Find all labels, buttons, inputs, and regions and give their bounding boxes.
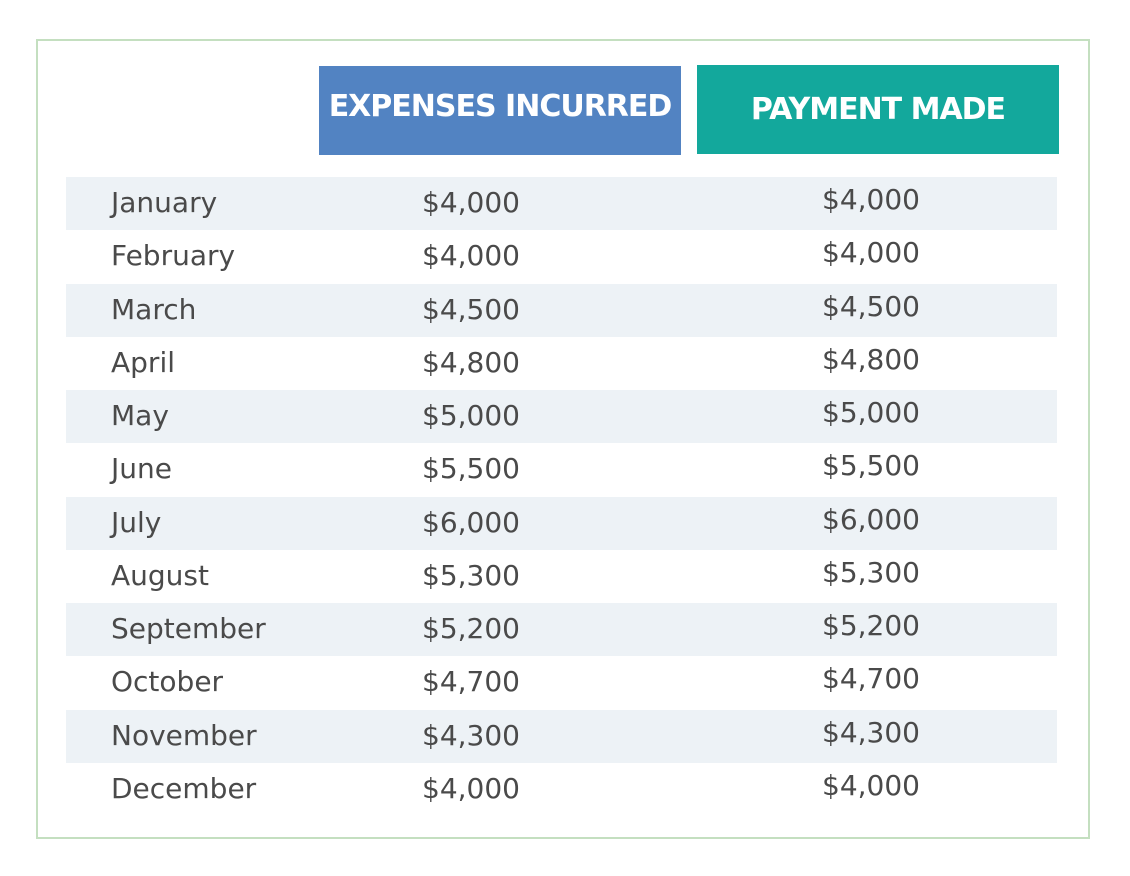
expenses-cell: $4,700 xyxy=(422,665,520,698)
expenses-cell: $6,000 xyxy=(422,506,520,539)
month-cell: August xyxy=(111,559,209,592)
table-row xyxy=(66,763,1057,816)
table-row xyxy=(66,230,1057,283)
table-row xyxy=(66,284,1057,337)
expenses-cell: $4,500 xyxy=(422,293,520,326)
expenses-cell: $5,500 xyxy=(422,452,520,485)
table-row xyxy=(66,390,1057,443)
payment-cell: $5,000 xyxy=(822,396,920,429)
expenses-cell: $4,300 xyxy=(422,719,520,752)
payment-cell: $4,700 xyxy=(822,662,920,695)
payment-cell: $6,000 xyxy=(822,503,920,536)
expenses-cell: $5,000 xyxy=(422,399,520,432)
table-row xyxy=(66,710,1057,763)
expenses-cell: $5,300 xyxy=(422,559,520,592)
month-cell: November xyxy=(111,719,257,752)
expenses-incurred-header xyxy=(319,66,681,155)
payment-cell: $4,300 xyxy=(822,716,920,749)
month-cell: February xyxy=(111,239,236,272)
table-row xyxy=(66,443,1057,496)
month-cell: June xyxy=(111,452,172,485)
payment-cell: $5,200 xyxy=(822,609,920,642)
month-cell: September xyxy=(111,612,266,645)
expenses-cell: $4,800 xyxy=(422,346,520,379)
payment-made-header-label: PAYMENT MADE xyxy=(750,92,1006,127)
expenses-cell: $4,000 xyxy=(422,772,520,805)
payment-made-header xyxy=(697,65,1059,154)
table-row xyxy=(66,177,1057,230)
month-cell: April xyxy=(111,346,175,379)
payment-cell: $4,500 xyxy=(822,290,920,323)
expenses-cell: $4,000 xyxy=(422,186,520,219)
month-cell: May xyxy=(111,399,169,432)
payment-cell: $4,800 xyxy=(822,343,920,376)
expenses-cell: $4,000 xyxy=(422,239,520,272)
table-row xyxy=(66,656,1057,709)
month-cell: December xyxy=(111,772,257,805)
expenses-cell: $5,200 xyxy=(422,612,520,645)
payment-cell: $5,300 xyxy=(822,556,920,589)
table-row xyxy=(66,497,1057,550)
month-cell: October xyxy=(111,665,224,698)
table-row xyxy=(66,550,1057,603)
table-row xyxy=(66,337,1057,390)
payment-cell: $4,000 xyxy=(822,769,920,802)
month-cell: January xyxy=(111,186,218,219)
expenses-incurred-header-label: EXPENSES INCURRED xyxy=(328,89,672,124)
month-cell: July xyxy=(111,506,162,539)
month-cell: March xyxy=(111,293,197,326)
payment-cell: $4,000 xyxy=(822,183,920,216)
table-row xyxy=(66,603,1057,656)
payment-cell: $5,500 xyxy=(822,449,920,482)
payment-cell: $4,000 xyxy=(822,236,920,269)
